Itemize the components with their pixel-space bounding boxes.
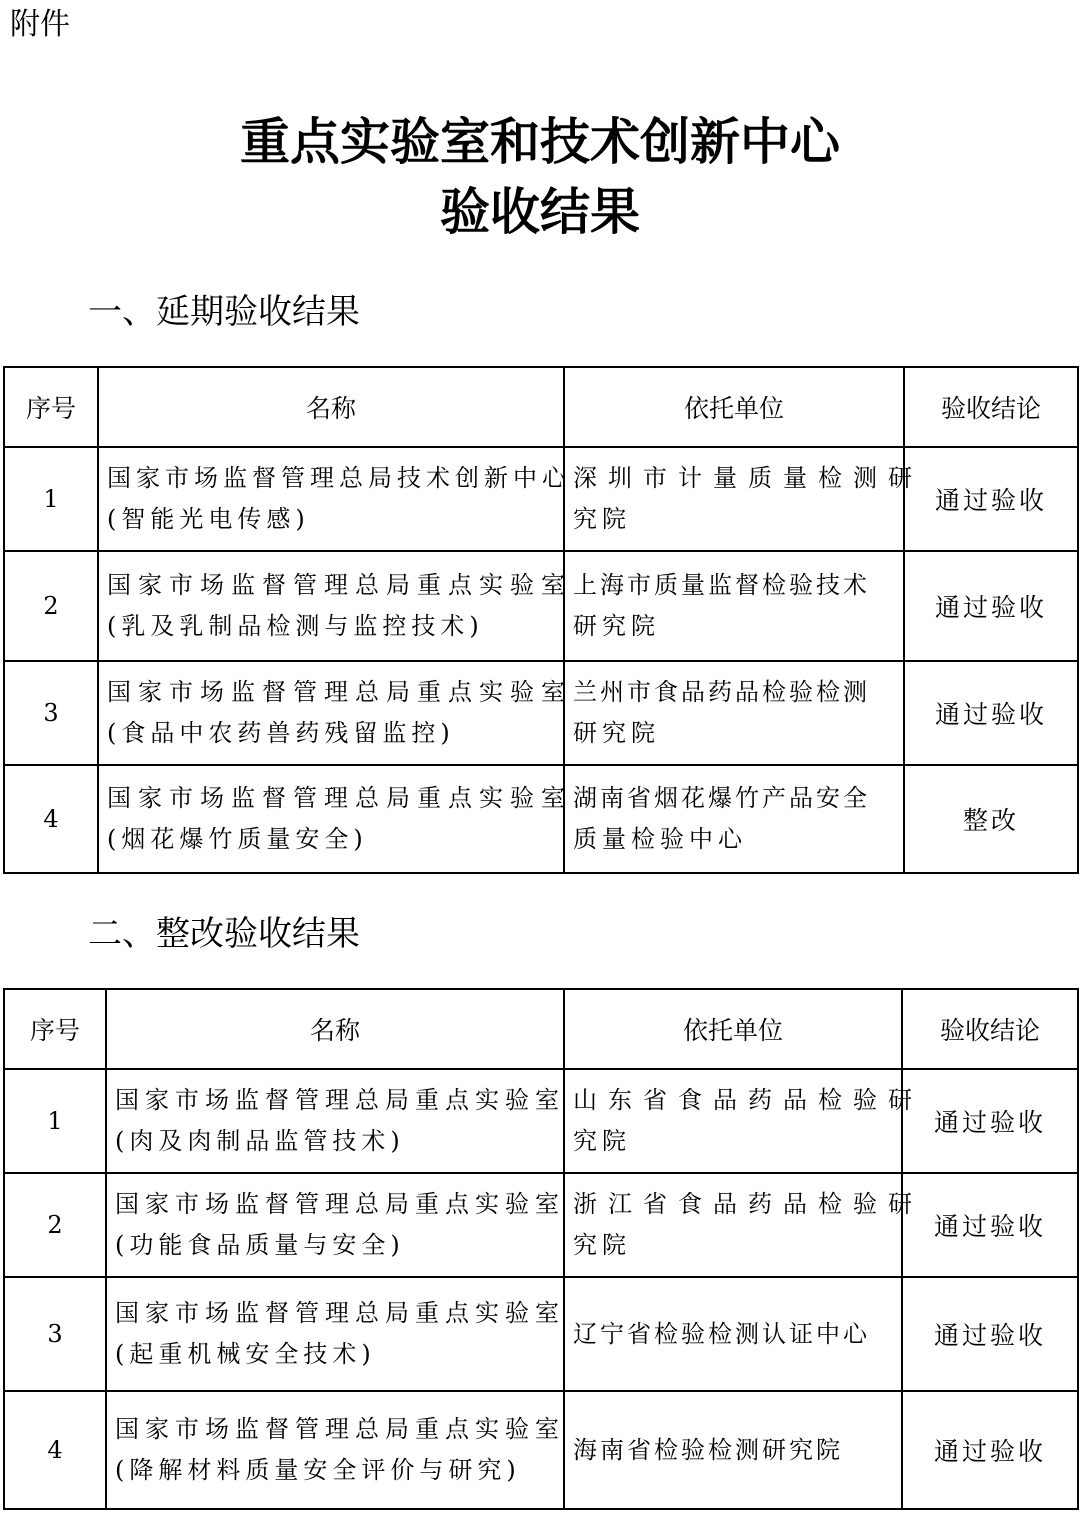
- row-unit: [564, 1173, 923, 1277]
- row-unit-line1: 辽宁省检验检测认证中心: [573, 1319, 870, 1348]
- row-serial: 3: [4, 1277, 106, 1391]
- row-name-line1: 国家市场监督管理总局重点实验室: [107, 678, 572, 706]
- header-unit: 依托单位: [564, 989, 902, 1069]
- rectification-results-table: [3, 988, 1079, 1510]
- table-header-row: [4, 989, 1078, 1069]
- row-serial: 3: [4, 661, 98, 765]
- row-unit-line1: 浙江省食品药品检验研: [573, 1190, 923, 1218]
- header-unit: 依托单位: [564, 367, 904, 447]
- section-heading-deferred: 一、延期验收结果: [88, 292, 360, 332]
- row-unit: [564, 765, 904, 873]
- attachment-label: 附件: [10, 7, 70, 42]
- row-unit: [564, 1069, 923, 1173]
- row-unit-line1: 湖南省烟花爆竹产品安全: [573, 784, 870, 812]
- header-name: 名称: [98, 367, 564, 447]
- table-row: [4, 765, 1078, 873]
- row-result: 通过验收: [904, 551, 1078, 661]
- table-row: [4, 551, 1078, 661]
- header-result: 验收结论: [902, 989, 1078, 1069]
- row-name: [98, 765, 572, 873]
- table-row: [4, 661, 1078, 765]
- table-row: [4, 1277, 1078, 1391]
- row-name-line1: 国家市场监督管理总局重点实验室: [115, 1415, 565, 1443]
- row-name-line2: (烟花爆竹质量安全): [107, 825, 368, 853]
- row-result: 整改: [904, 765, 1078, 873]
- row-name-line1: 国家市场监督管理总局重点实验室: [115, 1086, 565, 1114]
- document-title-line2: 验收结果: [440, 182, 640, 241]
- row-name: [98, 447, 571, 551]
- row-name-line1: 国家市场监督管理总局技术创新中心: [107, 464, 571, 492]
- row-unit-line2: 究院: [573, 1127, 631, 1155]
- row-result: 通过验收: [902, 1277, 1078, 1391]
- row-name-line2: (智能光电传感): [107, 505, 310, 533]
- row-unit-line2: 究院: [573, 1231, 631, 1259]
- header-name: 名称: [106, 989, 564, 1069]
- row-serial: 1: [4, 447, 98, 551]
- row-unit: [564, 447, 923, 551]
- section-heading-rectification: 二、整改验收结果: [88, 914, 360, 954]
- row-result: 通过验收: [902, 1391, 1078, 1509]
- row-result: 通过验收: [904, 447, 1078, 551]
- row-unit-line1: 上海市质量监督检验技术: [573, 571, 870, 599]
- row-serial: 2: [4, 551, 98, 661]
- row-name-line2: (起重机械安全技术): [115, 1340, 376, 1368]
- row-serial: 2: [4, 1173, 106, 1277]
- row-unit: [564, 661, 904, 765]
- table-row: [4, 1069, 1078, 1173]
- row-name-line2: (功能食品质量与安全): [115, 1231, 405, 1259]
- header-result: 验收结论: [904, 367, 1078, 447]
- row-unit-line1: 海南省检验检测研究院: [573, 1435, 843, 1464]
- row-name: [106, 1277, 564, 1391]
- row-unit-line1: 山东省食品药品检验研: [573, 1086, 923, 1114]
- row-unit-line1: 兰州市食品药品检验检测: [573, 678, 870, 706]
- table-header-row: [4, 367, 1078, 447]
- row-unit-line1: 深圳市计量质量检测研: [573, 464, 923, 492]
- row-name: [98, 551, 572, 661]
- row-name-line1: 国家市场监督管理总局重点实验室: [107, 784, 572, 812]
- row-name-line2: (食品中农药兽药残留监控): [107, 719, 455, 747]
- row-unit-line2: 研究院: [573, 719, 660, 747]
- table-row: [4, 447, 1078, 551]
- header-serial: 序号: [4, 989, 106, 1069]
- row-unit-line2: 研究院: [573, 612, 660, 640]
- row-serial: 4: [4, 765, 98, 873]
- row-unit-line2: 质量检验中心: [573, 825, 747, 853]
- row-name: [106, 1173, 564, 1277]
- table-row: [4, 1391, 1078, 1509]
- row-result: 通过验收: [902, 1173, 1078, 1277]
- row-name-line1: 国家市场监督管理总局重点实验室: [115, 1190, 565, 1218]
- row-unit: [564, 551, 904, 661]
- header-serial: 序号: [4, 367, 98, 447]
- row-name-line2: (降解材料质量安全评价与研究): [115, 1456, 521, 1484]
- row-result: 通过验收: [902, 1069, 1078, 1173]
- row-unit: [564, 1391, 902, 1509]
- row-serial: 4: [4, 1391, 106, 1509]
- table-row: [4, 1173, 1078, 1277]
- row-unit: [564, 1277, 902, 1391]
- row-name-line2: (肉及肉制品监管技术): [115, 1127, 405, 1155]
- row-name-line2: (乳及乳制品检测与监控技术): [107, 612, 484, 640]
- row-result: 通过验收: [904, 661, 1078, 765]
- row-name: [106, 1391, 564, 1509]
- deferred-results-table: [3, 366, 1079, 874]
- row-name-line1: 国家市场监督管理总局重点实验室: [115, 1299, 565, 1327]
- row-name: [106, 1069, 564, 1173]
- row-name: [98, 661, 572, 765]
- row-serial: 1: [4, 1069, 106, 1173]
- document-title-line1: 重点实验室和技术创新中心: [240, 112, 840, 171]
- row-unit-line2: 究院: [573, 505, 631, 533]
- row-name-line1: 国家市场监督管理总局重点实验室: [107, 571, 572, 599]
